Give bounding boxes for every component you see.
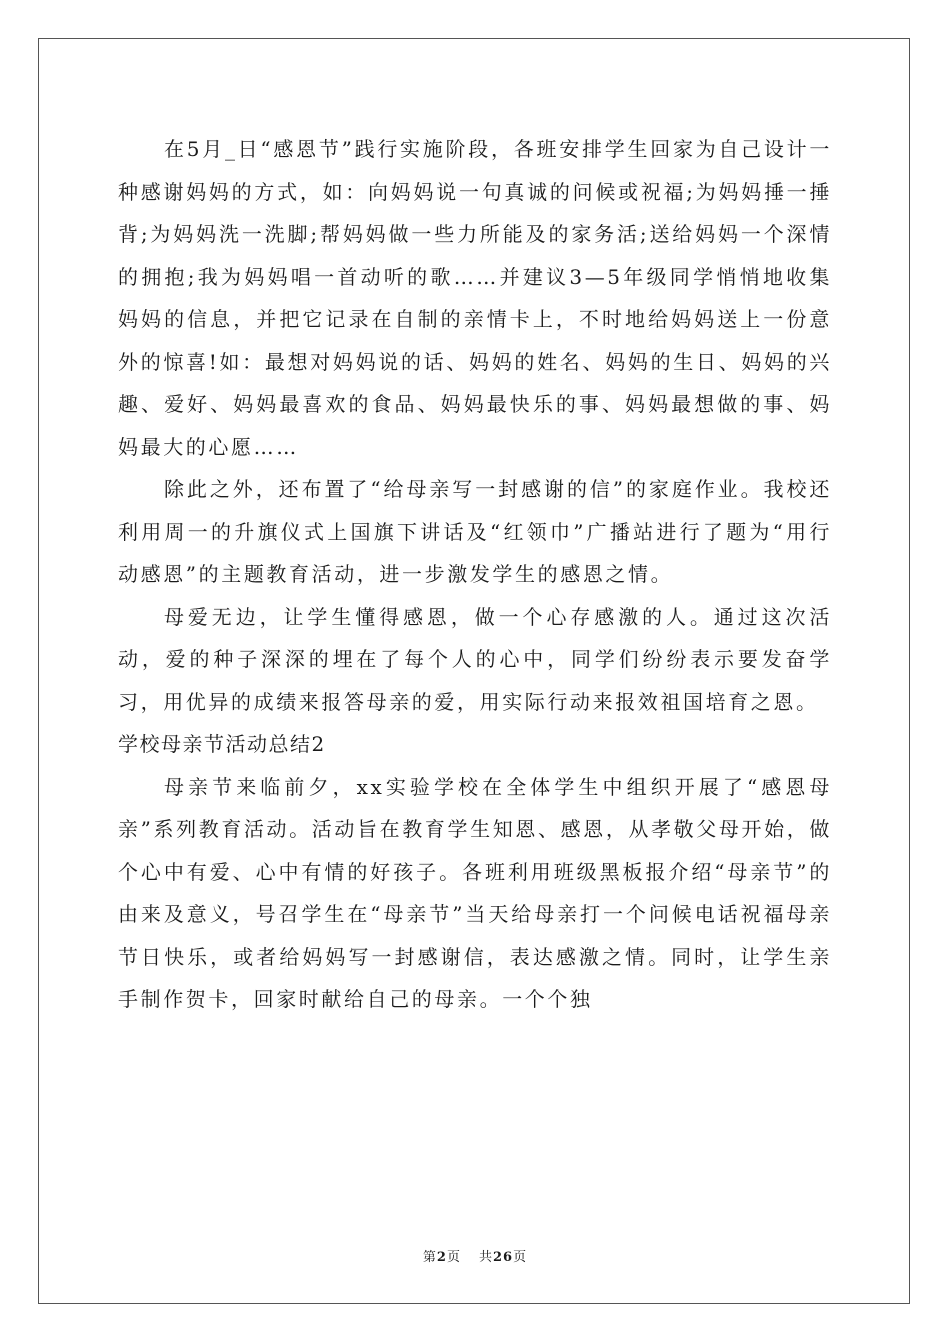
document-body [118,128,832,1021]
paragraph-3: 母爱无边，让学生懂得感恩，做一个心存感激的人。通过这次活动，爱的种子深深的埋在了每个人的心中，同学们纷纷表示要发奋学习，用优异的成绩来报答母亲的爱，用实际行动来报效祖国培育之恩。 [118,604,832,714]
section-paragraph-1: 母亲节来临前夕，xx实验学校在全体学生中组织开展了“感恩母亲”系列教育活动。活动旨在教育学生知恩、感恩，从孝敬父母开始，做个心中有爱、心中有情的好孩子。各班利用班级黑板报介绍“母亲节”的由来及意义，号召学生在“母亲节”当天给母亲打一个问候电话祝福母亲节日快乐，或者给妈妈写一封感谢信，表达感激之情。同时，让学生亲手制作贺卡，回家时献给自己的母亲。一个个独 [118,774,832,1011]
current-page-number: 2 [436,1250,447,1265]
paragraph-2: 除此之外，还布置了“给母亲写一封感谢的信”的家庭作业。我校还利用周一的升旗仪式上国旗下讲话及“红领巾”广播站进行了题为“用行动感恩”的主题教育活动，进一步激发学生的感恩之情。 [118,477,832,586]
page-suffix: 页 [446,1250,461,1265]
section-heading: 学校母亲节活动总结2 [118,732,326,756]
total-suffix: 页 [513,1250,528,1265]
total-pages-number: 26 [492,1250,514,1265]
paragraph-1: 在5月_日“感恩节”践行实施阶段，各班安排学生回家为自己设计一种感谢妈妈的方式，如：向妈妈说一句真诚的问候或祝福;为妈妈捶一捶背;为妈妈洗一洗脚;帮妈妈做一些力所能及的家务活;送给妈妈一个深情的拥抱;我为妈妈唱一首动听的歌……并建议3—5年级同学悄悄地收集妈妈的信息，并把它记录在自制的亲情卡上，不时地给妈妈送上一份意外的惊喜!如：最想对妈妈说的话、妈妈的姓名、妈妈的生日、妈妈的兴趣、爱好、妈妈最喜欢的食品、妈妈最快乐的事、妈妈最想做的事、妈妈最大的心愿…… [118,137,832,459]
page-footer [0,1246,950,1265]
total-prefix: 共 [478,1250,493,1265]
page-prefix: 第 [422,1250,437,1265]
